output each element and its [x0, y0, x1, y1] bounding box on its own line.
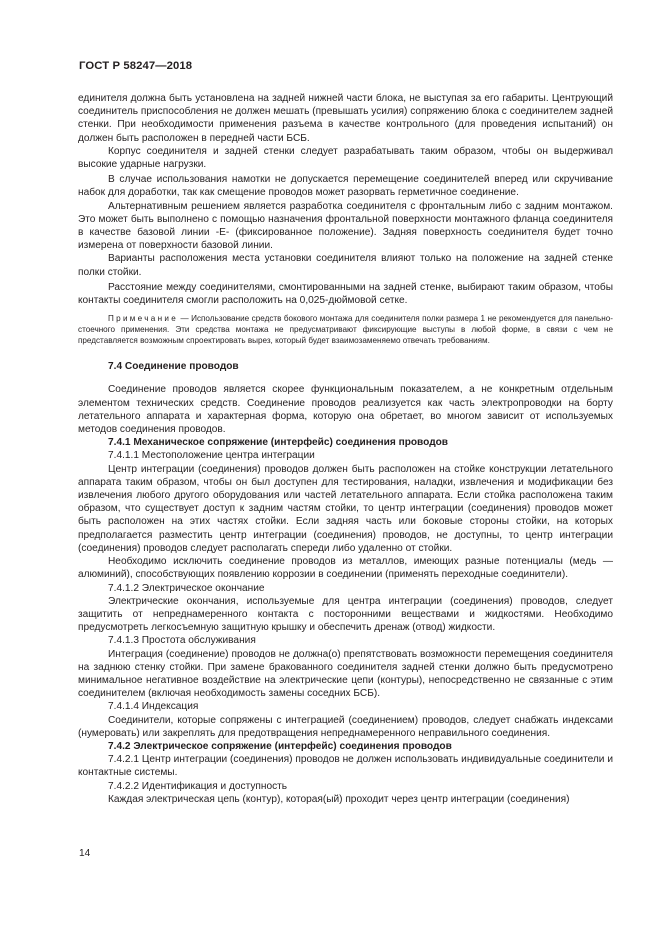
paragraph: Центр интеграции (соединения) проводов должен быть расположен на стойке конструкции летательного аппарата таким образом, чтобы он был доступен для тестирования, наладки, извлечения и модификации без извлечения любого другого оборудования или частей летательного аппарата. Если стойка расположена таким образом, что существует доступ к задним частям стойки, то центр интеграции (соединения) проводов может быть расположен на этих частях стойки. Если задняя часть или боковые стороны стойки, на которых предполагается разместить центр интеграции (соединения) проводов, не доступны, то центр интеграции (соединения) проводов следует располагать спереди либо удаленно от стойки.: [78, 463, 613, 554]
subsection-heading-7-4-1-2: 7.4.1.2 Электрическое окончание: [108, 582, 265, 594]
subsection-heading-7-4-1-1: 7.4.1.1 Местоположение центра интеграции: [108, 450, 315, 462]
document-body: [78, 92, 613, 806]
subsection-heading-7-4-2: 7.4.2 Электрическое сопряжение (интерфейс) соединения проводов: [108, 740, 452, 752]
paragraph: Необходимо исключить соединение проводов из металлов, имеющих разные потенциалы (медь — алюминий), способствующих появлению коррозии в соединении (применять переходные соединители).: [78, 556, 613, 581]
paragraph: Соединение проводов является скорее функциональным показателем, а не конкретным отдельным элементом технических средств. Соединение проводов реализуется как часть электропроводки на борту летательного аппарата и характерная форма, которую она обретает, во многом зависит от используемых методов соединения проводов.: [78, 384, 613, 436]
note-label: Примечание: [108, 314, 179, 324]
note-text: — Использование средств бокового монтажа для соединителя полки размера 1 не рекомендуется для панельно-стоечного применения. Эти средства монтажа не предусматривают фиксирующие выступы в любой форме, в связи с чем не представляется возможным спроектировать вырез, который будет взаимозаменяемо отвечать требованиям.: [78, 314, 613, 346]
paragraph: Альтернативным решением является разработка соединителя с фронтальным либо с задним монтажом. Это может быть выполнено с помощью назначения фронтальной поверхности монтажного фланца соединителя в качестве базовой линии -Е- (фиксированное положение). Задняя поверхность соединителя будет точно измерена от поверхности базовой линии.: [78, 200, 613, 252]
page-number: 14: [79, 848, 91, 859]
document-header: ГОСТ Р 58247—2018: [79, 60, 193, 72]
subsection-heading-7-4-1: 7.4.1 Механическое сопряжение (интерфейс) соединения проводов: [108, 437, 449, 449]
paragraph: Корпус соединителя и задней стенки следует разрабатывать таким образом, чтобы он выдерживал высокие ударные нагрузки.: [78, 145, 613, 171]
paragraph: В случае использования намотки не допускается перемещение соединителей вперед или скручивание набок для доработки, так как смещение проводов может разорвать герметичное соединение.: [78, 174, 613, 199]
paragraph: Расстояние между соединителями, смонтированными на задней стенке, выбирают таким образом, чтобы контакты соединителя смогли расположить на 0,025-дюймовой сетке.: [78, 281, 613, 307]
subsection-heading-7-4-2-2: 7.4.2.2 Идентификация и доступность: [108, 780, 288, 792]
paragraph: Соединители, которые сопряжены с интеграцией (соединением) проводов, следует снабжать индексами (нумеровать) или закреплять для предотвращения непреднамеренного неправильного соединения.: [78, 714, 613, 739]
paragraph: Электрические окончания, используемые для центра интеграции (соединения) проводов, следует защитить от непреднамеренного контакта с посторонними веществами и жидкостями. Необходимо предусмотреть легкосъемную защитную крышку и обеспечить дренаж (отвод) жидкости.: [78, 595, 613, 634]
paragraph: Интеграция (соединение) проводов не должна(о) препятствовать возможности перемещения соединителя на заднюю стенку стойки. При замене бракованного соединителя задней стенки должно быть предусмотрено минимальное негативное воздействие на электрические цепи (контуры), непосредственно не связанные с этим соединителем (включая необходимость замены соседних БСБ).: [78, 648, 613, 700]
section-heading-7-4: 7.4 Соединение проводов: [108, 361, 239, 373]
paragraph: Варианты расположения места установки соединителя влияют только на положение на задней стенке полки стойки.: [78, 253, 613, 278]
paragraph: единителя должна быть установлена на задней нижней части блока, не выступая за его габариты. Центрующий соединитель приспособления не должен мешать (превышать усилия) сопряжению блока с соединителем задней стенки. При необходимости применения разъема в качестве контрольного (для проведения испытаний) он должен быть расположен в передней части БСБ.: [78, 93, 613, 144]
note: [78, 313, 613, 346]
paragraph: Каждая электрическая цепь (контур), которая(ый) проходит через центр интеграции (соединения): [108, 793, 570, 805]
subsection-heading-7-4-1-3: 7.4.1.3 Простота обслуживания: [108, 635, 256, 647]
paragraph: 7.4.2.1 Центр интеграции (соединения) проводов не должен использовать индивидуальные соединители и контактные системы.: [78, 754, 613, 779]
subsection-heading-7-4-1-4: 7.4.1.4 Индексация: [108, 701, 199, 713]
